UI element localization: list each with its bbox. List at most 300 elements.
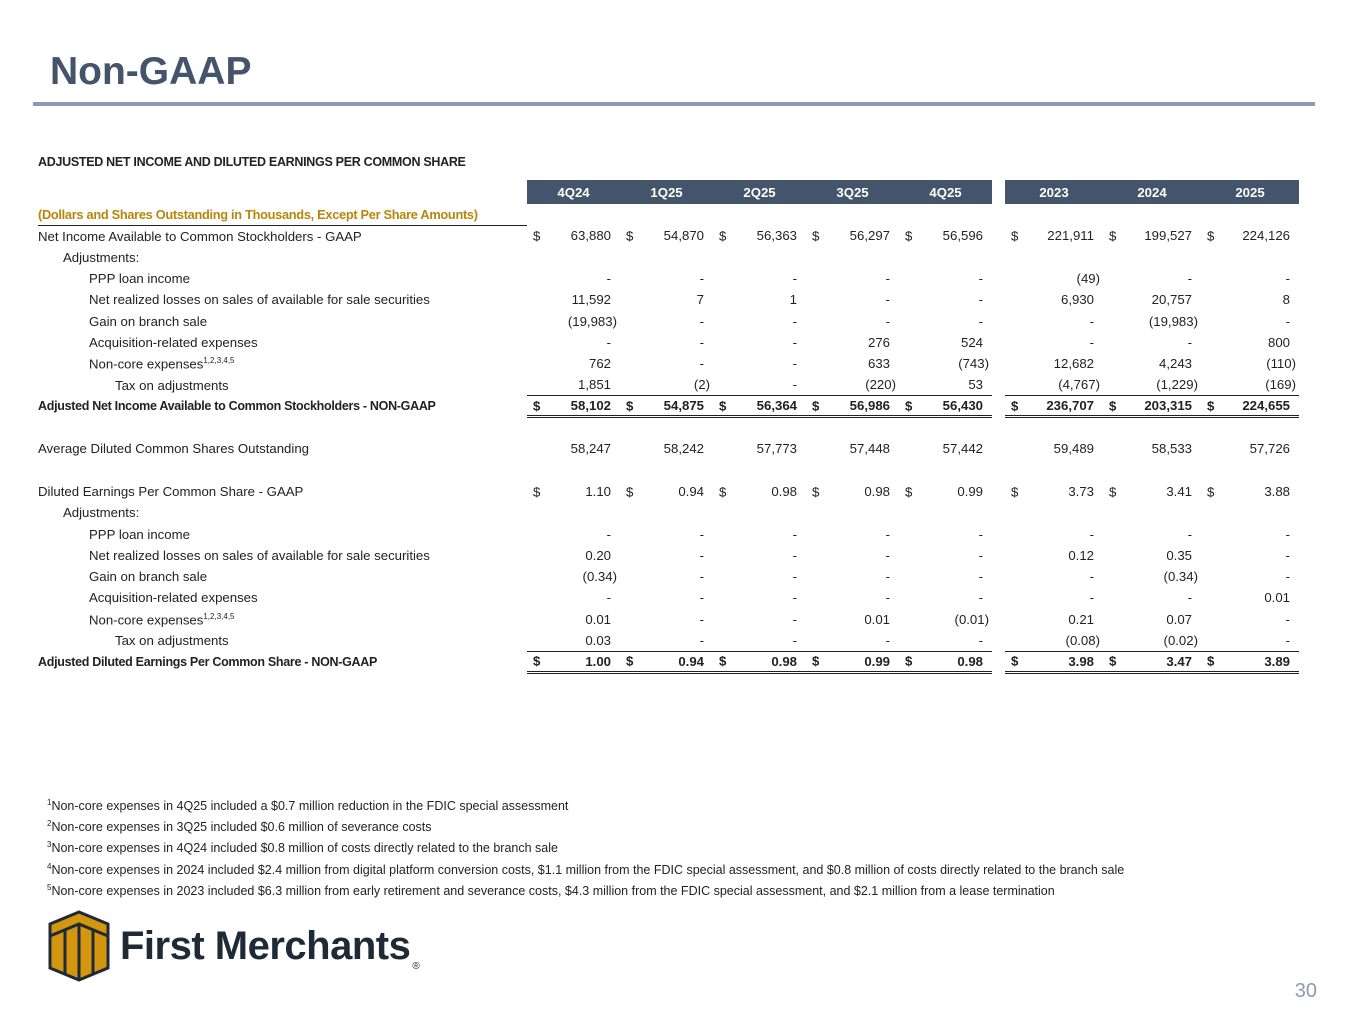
value-cell: [899, 651, 992, 672]
cell-value: -: [606, 526, 611, 542]
column-gap: [992, 502, 1005, 523]
dollar-sign: $: [905, 228, 913, 244]
cell-value: 221,911: [1047, 228, 1094, 244]
footnote-text: Non-core expenses in 2024 included $2.4 million from digital platform conversion costs, $1.1 million from the FDIC special assessment, and $0.8 million of costs directly related to the branch sale: [51, 862, 1125, 877]
value-cell: [620, 353, 713, 374]
row-label-text: Net Income Available to Common Stockholders - GAAP: [38, 228, 362, 244]
row-label-text: Adjusted Diluted Earnings Per Common Share - NON-GAAP: [38, 654, 378, 669]
cell-value: 58,533: [1151, 441, 1192, 457]
cell-value: -: [978, 590, 983, 606]
value-cell: [1005, 268, 1103, 289]
value-cell: [1201, 310, 1299, 331]
dollar-sign: $: [812, 228, 820, 244]
empty-cell: [620, 417, 713, 438]
empty-cell: [1103, 417, 1201, 438]
empty-cell: [1201, 460, 1299, 481]
value-cell: [1103, 566, 1201, 587]
footnote-number: 5: [47, 882, 52, 892]
cell-value: 0.20: [585, 547, 611, 563]
dollar-sign: $: [812, 484, 820, 499]
row-label: [38, 268, 527, 289]
cell-value: -: [699, 569, 704, 585]
empty-cell: [992, 460, 1005, 481]
column-header-row: [38, 180, 1299, 204]
cell-value: 12,682: [1053, 356, 1094, 372]
logo-text: First Merchants: [120, 923, 411, 968]
dollar-sign: $: [533, 398, 541, 414]
cell-value: 524: [960, 334, 983, 350]
row-label: [38, 247, 527, 268]
value-cell: [527, 353, 620, 374]
value-cell: [1005, 566, 1103, 587]
cell-value: 0.98: [864, 484, 890, 499]
row-label: [38, 310, 527, 331]
empty-cell: [899, 204, 992, 225]
value-cell: [713, 566, 806, 587]
footnote-number: 2: [47, 819, 52, 829]
value-cell: [620, 651, 713, 672]
value-cell: [713, 502, 806, 523]
value-cell: [899, 523, 992, 544]
value-cell: [620, 502, 713, 523]
cell-value: -: [606, 334, 611, 350]
title-divider: [33, 102, 1315, 106]
column-header: 2024: [1103, 180, 1201, 204]
cell-value: 57,442: [942, 441, 983, 457]
value-cell: [806, 353, 899, 374]
column-header: 2Q25: [713, 180, 806, 204]
column-header: 3Q25: [806, 180, 899, 204]
dollar-sign: $: [719, 398, 727, 414]
cell-value: -: [1089, 313, 1094, 329]
row-label-text: Acquisition-related expenses: [89, 590, 258, 606]
cell-value: 11,592: [571, 292, 611, 308]
column-gap: [992, 268, 1005, 289]
value-cell: [1005, 247, 1103, 268]
footnote: [47, 836, 1124, 857]
cell-value: 0.99: [864, 653, 890, 669]
cell-value: -: [1089, 569, 1094, 585]
column-header: 4Q24: [527, 180, 620, 204]
cell-value: 224,655: [1242, 398, 1290, 414]
cell-value: -: [792, 590, 797, 606]
value-cell: [713, 332, 806, 353]
cell-value: -: [792, 356, 797, 372]
cell-value: -: [978, 569, 983, 585]
empty-cell: [899, 460, 992, 481]
row-label-text: Tax on adjustments: [115, 633, 229, 649]
value-cell: [806, 268, 899, 289]
row-label-text: Gain on branch sale: [89, 313, 208, 329]
value-cell: [899, 566, 992, 587]
first-merchants-logo: [48, 910, 420, 982]
cell-value: 1: [789, 292, 797, 308]
cell-value: (0.02): [1163, 632, 1198, 648]
table-row: [38, 268, 1299, 289]
value-cell: [620, 609, 713, 630]
dollar-sign: $: [1207, 484, 1215, 499]
cell-value: -: [978, 292, 983, 308]
value-cell: [713, 630, 806, 651]
row-label: [38, 630, 527, 651]
cell-value: -: [1285, 632, 1290, 648]
column-gap: [992, 481, 1005, 502]
footnote-refs: 1,2,3,4,5: [203, 611, 235, 621]
cell-value: -: [792, 526, 797, 542]
empty-cell: [992, 204, 1005, 225]
table-row: [38, 630, 1299, 651]
empty-cell: [1201, 204, 1299, 225]
table-row: [38, 481, 1299, 502]
cell-value: (4,767): [1058, 377, 1100, 393]
cell-value: (0.34): [582, 569, 617, 585]
value-cell: [713, 438, 806, 459]
row-label: [38, 566, 527, 587]
value-cell: [1201, 353, 1299, 374]
cell-value: (743): [958, 356, 989, 372]
value-cell: [1103, 247, 1201, 268]
value-cell: [1005, 545, 1103, 566]
page-title: Non-GAAP: [50, 50, 252, 93]
dollar-sign: $: [626, 398, 634, 414]
value-cell: [1103, 225, 1201, 246]
cell-value: -: [1285, 611, 1290, 627]
cell-value: 0.01: [1264, 590, 1290, 606]
cell-value: -: [699, 271, 704, 287]
cell-value: 53: [968, 377, 983, 393]
dollar-sign: $: [719, 484, 727, 499]
value-cell: [1103, 332, 1201, 353]
footnote: [47, 858, 1124, 879]
column-gap: [992, 332, 1005, 353]
cell-value: -: [606, 271, 611, 287]
column-gap: [992, 247, 1005, 268]
cell-value: 56,364: [756, 398, 797, 414]
cell-value: -: [885, 313, 890, 329]
empty-cell: [806, 417, 899, 438]
row-label: [38, 481, 527, 502]
value-cell: [1103, 481, 1201, 502]
value-cell: [527, 225, 620, 246]
value-cell: [1201, 396, 1299, 417]
column-header: 2025: [1201, 180, 1299, 204]
cell-value: -: [699, 334, 704, 350]
section-heading: ADJUSTED NET INCOME AND DILUTED EARNINGS PER COMMON SHARE: [38, 155, 466, 169]
cell-value: -: [699, 313, 704, 329]
cell-value: -: [885, 547, 890, 563]
value-cell: [899, 481, 992, 502]
cell-value: 3.98: [1068, 653, 1094, 669]
cell-value: -: [606, 590, 611, 606]
value-cell: [1005, 502, 1103, 523]
row-label-text: Acquisition-related expenses: [89, 334, 258, 350]
row-label: [38, 587, 527, 608]
row-label-text: Tax on adjustments: [115, 377, 229, 393]
cell-value: -: [699, 526, 704, 542]
value-cell: [806, 481, 899, 502]
cell-value: 0.35: [1166, 547, 1192, 563]
value-cell: [713, 225, 806, 246]
value-cell: [620, 374, 713, 395]
dollar-sign: $: [626, 653, 634, 669]
cell-value: 56,986: [849, 398, 890, 414]
cell-value: -: [1089, 334, 1094, 350]
cell-value: 57,773: [756, 441, 797, 457]
cell-value: 0.01: [864, 611, 890, 627]
empty-cell: [38, 417, 527, 438]
dollar-sign: $: [812, 653, 820, 669]
row-label: [38, 523, 527, 544]
dollar-sign: $: [812, 398, 820, 414]
cell-value: 3.41: [1166, 484, 1192, 499]
empty-cell: [713, 204, 806, 225]
column-gap: [992, 310, 1005, 331]
cell-value: 6,930: [1060, 292, 1094, 308]
value-cell: [713, 481, 806, 502]
column-gap: [992, 396, 1005, 417]
value-cell: [1201, 438, 1299, 459]
cell-value: 1.10: [585, 484, 611, 499]
table-row: [38, 651, 1299, 672]
cell-value: 57,726: [1249, 441, 1290, 457]
cell-value: -: [1285, 313, 1290, 329]
cell-value: -: [1285, 547, 1290, 563]
row-label-text: Net realized losses on sales of available for sale securities: [89, 547, 430, 563]
value-cell: [1201, 374, 1299, 395]
table-row: [38, 566, 1299, 587]
registered-mark: ®: [412, 961, 420, 972]
value-cell: [899, 310, 992, 331]
footnote-text: Non-core expenses in 2023 included $6.3 million from early retirement and severance costs, $4.3 million from the FDIC special assessment, and $2.1 million from a lease termination: [51, 883, 1055, 898]
row-label: [38, 332, 527, 353]
value-cell: [620, 438, 713, 459]
cell-value: 0.94: [678, 653, 704, 669]
logo-mark-icon: [48, 910, 110, 982]
cell-value: 8: [1282, 292, 1290, 308]
value-cell: [899, 268, 992, 289]
dollar-sign: $: [626, 484, 634, 499]
cell-value: 0.98: [771, 484, 797, 499]
value-cell: [713, 523, 806, 544]
value-cell: [899, 630, 992, 651]
cell-value: -: [699, 611, 704, 627]
dollar-sign: $: [1109, 398, 1117, 414]
footnote: [47, 815, 1124, 836]
value-cell: [899, 609, 992, 630]
cell-value: (49): [1076, 271, 1100, 287]
value-cell: [1201, 502, 1299, 523]
value-cell: [806, 651, 899, 672]
value-cell: [899, 289, 992, 310]
value-cell: [899, 374, 992, 395]
value-cell: [527, 396, 620, 417]
cell-value: -: [978, 547, 983, 563]
empty-cell: [527, 417, 620, 438]
cell-value: 1.00: [585, 653, 611, 669]
row-label-text: Non-core expenses: [89, 611, 204, 627]
value-cell: [713, 247, 806, 268]
value-cell: [1103, 587, 1201, 608]
table-row: [38, 310, 1299, 331]
cell-value: -: [792, 377, 797, 393]
cell-value: 20,757: [1151, 292, 1192, 308]
dollar-sign: $: [1109, 484, 1117, 499]
empty-cell: [806, 460, 899, 481]
cell-value: -: [1285, 569, 1290, 585]
table-row: [38, 396, 1299, 417]
cell-value: 3.47: [1166, 653, 1192, 669]
column-header: 4Q25: [899, 180, 992, 204]
row-label-text: Average Diluted Common Shares Outstanding: [38, 441, 309, 457]
cell-value: 58,247: [570, 441, 611, 457]
empty-cell: [1201, 417, 1299, 438]
empty-cell: [1005, 460, 1103, 481]
cell-value: -: [1285, 271, 1290, 287]
blank-row: [38, 460, 1299, 481]
cell-value: -: [978, 632, 983, 648]
table-row: [38, 438, 1299, 459]
cell-value: -: [885, 569, 890, 585]
value-cell: [1005, 630, 1103, 651]
value-cell: [713, 353, 806, 374]
column-gap: [992, 180, 1005, 204]
empty-cell: [1103, 460, 1201, 481]
row-label: [38, 225, 527, 246]
table-row: [38, 587, 1299, 608]
value-cell: [806, 438, 899, 459]
cell-value: -: [885, 292, 890, 308]
footnote-text: Non-core expenses in 4Q25 included a $0.7 million reduction in the FDIC special assessment: [51, 799, 569, 813]
value-cell: [806, 587, 899, 608]
value-cell: [713, 268, 806, 289]
value-cell: [899, 225, 992, 246]
dollar-sign: $: [1207, 228, 1215, 244]
value-cell: [527, 268, 620, 289]
cell-value: 199,527: [1144, 228, 1192, 244]
cell-value: -: [792, 334, 797, 350]
empty-cell: [899, 417, 992, 438]
value-cell: [713, 545, 806, 566]
value-cell: [527, 289, 620, 310]
value-cell: [806, 396, 899, 417]
header-spacer: [38, 180, 527, 204]
cell-value: -: [1187, 334, 1192, 350]
table-row: [38, 545, 1299, 566]
value-cell: [1201, 566, 1299, 587]
cell-value: 0.98: [771, 653, 797, 669]
row-label: [38, 609, 527, 630]
value-cell: [806, 523, 899, 544]
value-cell: [1103, 396, 1201, 417]
cell-value: (0.08): [1065, 632, 1100, 648]
value-cell: [527, 310, 620, 331]
value-cell: [713, 289, 806, 310]
column-gap: [992, 289, 1005, 310]
value-cell: [1103, 609, 1201, 630]
cell-value: -: [885, 526, 890, 542]
value-cell: [620, 545, 713, 566]
value-cell: [1103, 651, 1201, 672]
value-cell: [1103, 353, 1201, 374]
footnote-text: Non-core expenses in 4Q24 included $0.8 million of costs directly related to the branch sale: [51, 841, 558, 856]
cell-value: -: [792, 632, 797, 648]
cell-value: -: [885, 271, 890, 287]
footnote-text: Non-core expenses in 3Q25 included $0.6 million of severance costs: [51, 820, 432, 835]
dollar-sign: $: [1011, 653, 1019, 669]
column-gap: [992, 225, 1005, 246]
cell-value: -: [699, 547, 704, 563]
value-cell: [620, 225, 713, 246]
footnotes: [47, 794, 1124, 900]
value-cell: [1005, 651, 1103, 672]
table-row: [38, 502, 1299, 523]
row-label: [38, 289, 527, 310]
dollar-sign: $: [1109, 653, 1117, 669]
value-cell: [713, 651, 806, 672]
value-cell: [620, 481, 713, 502]
column-gap: [992, 374, 1005, 395]
table-row: [38, 374, 1299, 395]
value-cell: [1005, 310, 1103, 331]
footnote-number: 3: [47, 840, 52, 850]
value-cell: [620, 396, 713, 417]
value-cell: [1005, 523, 1103, 544]
cell-value: 56,363: [756, 228, 797, 244]
empty-cell: [620, 204, 713, 225]
value-cell: [1201, 268, 1299, 289]
value-cell: [1201, 247, 1299, 268]
value-cell: [1005, 481, 1103, 502]
row-label-text: Non-core expenses: [89, 356, 204, 372]
units-row: [38, 204, 1299, 225]
value-cell: [899, 396, 992, 417]
value-cell: [899, 247, 992, 268]
cell-value: -: [1187, 526, 1192, 542]
dollar-sign: $: [719, 653, 727, 669]
cell-value: 58,102: [570, 398, 611, 414]
row-label: [38, 396, 527, 417]
column-gap: [992, 630, 1005, 651]
value-cell: [806, 545, 899, 566]
value-cell: [527, 332, 620, 353]
value-cell: [620, 587, 713, 608]
table-row: [38, 353, 1299, 374]
empty-cell: [527, 460, 620, 481]
empty-cell: [1005, 417, 1103, 438]
dollar-sign: $: [626, 228, 634, 244]
cell-value: -: [1089, 526, 1094, 542]
value-cell: [713, 609, 806, 630]
empty-cell: [806, 204, 899, 225]
value-cell: [1103, 374, 1201, 395]
value-cell: [527, 609, 620, 630]
cell-value: 224,126: [1242, 228, 1290, 244]
empty-cell: [620, 460, 713, 481]
column-gap: [992, 353, 1005, 374]
cell-value: (110): [1266, 356, 1296, 372]
value-cell: [527, 651, 620, 672]
cell-value: 203,315: [1144, 398, 1192, 414]
dollar-sign: $: [533, 228, 541, 244]
column-gap: [992, 651, 1005, 672]
value-cell: [1201, 225, 1299, 246]
value-cell: [527, 247, 620, 268]
value-cell: [806, 502, 899, 523]
cell-value: 58,242: [663, 441, 704, 457]
cell-value: (19,983): [567, 313, 617, 329]
value-cell: [620, 523, 713, 544]
dollar-sign: $: [1207, 398, 1215, 414]
